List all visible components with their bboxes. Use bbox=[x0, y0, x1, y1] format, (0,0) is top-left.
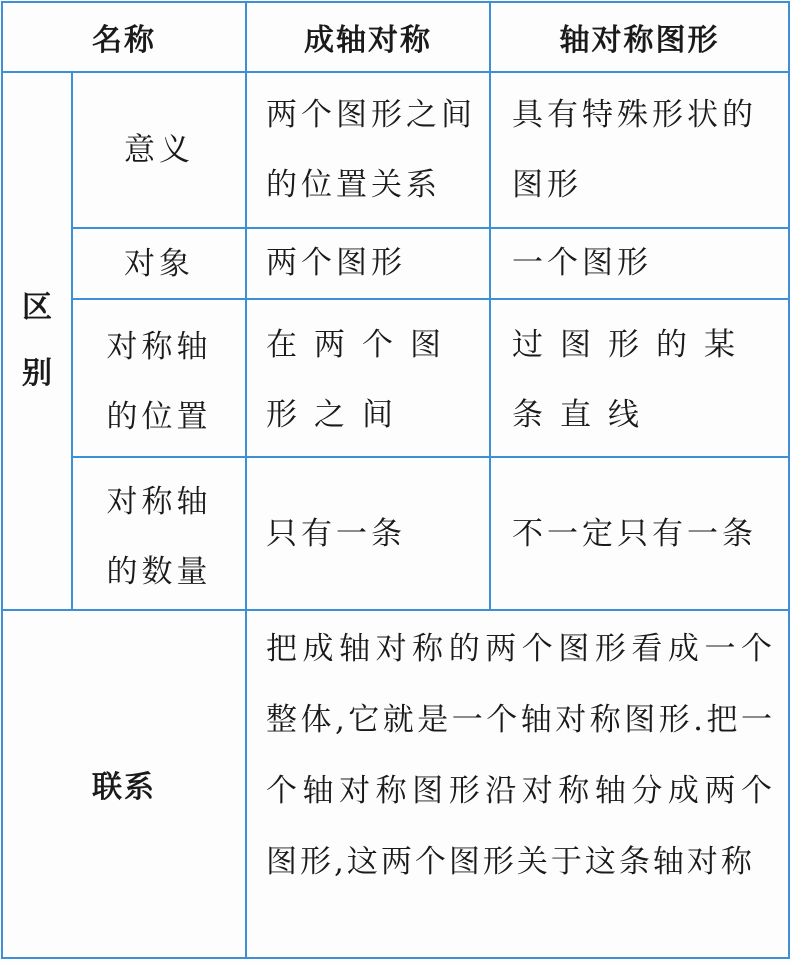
row-axis-count-label-cell bbox=[72, 457, 246, 610]
header-axially-symmetric-figure: 轴对称图形 bbox=[559, 23, 720, 58]
row-axis-position-axial: 在两个图形之间 bbox=[266, 327, 458, 433]
row-axis-position-symmetric: 过图形的某条直线 bbox=[512, 327, 752, 433]
row-object-symmetric-cell bbox=[490, 228, 789, 299]
connection-label-cell bbox=[2, 610, 246, 958]
row-object-label: 对象 bbox=[124, 245, 194, 282]
connection-label: 联系 bbox=[92, 770, 156, 805]
row-axis-count-symmetric-cell bbox=[490, 457, 789, 610]
differences-group-cell bbox=[2, 72, 72, 610]
row-axis-count-symmetric: 不一定只有一条 bbox=[512, 515, 757, 552]
row-object-symmetric: 一个图形 bbox=[512, 245, 652, 281]
row-axis-count-axial-cell bbox=[246, 457, 490, 610]
header-symmetric-cell bbox=[490, 2, 789, 72]
row-meaning-symmetric-cell bbox=[490, 80, 789, 228]
differences-group-label: 区别 bbox=[22, 290, 52, 391]
header-name-cell bbox=[2, 2, 246, 72]
row-axis-position-label: 对称轴的位置 bbox=[106, 329, 212, 435]
row-meaning-label: 意义 bbox=[124, 132, 194, 168]
row-meaning-symmetric: 具有特殊形状的图形 bbox=[512, 97, 757, 203]
row-meaning-axial: 两个图形之间的位置关系 bbox=[266, 97, 476, 203]
connection-text: 把成轴对称的两个图形看成一个整体,它就是一个轴对称图形.把一个轴对称图形沿对称轴分成两个图形,这两个图形关于这条轴对称 bbox=[266, 631, 775, 880]
connection-text-cell bbox=[246, 610, 789, 958]
row-object-axial-cell bbox=[246, 228, 490, 299]
row-meaning-label-cell bbox=[72, 72, 246, 228]
row-axis-count-axial: 只有一条 bbox=[266, 515, 406, 552]
row-object-axial: 两个图形 bbox=[266, 245, 406, 281]
row-axis-position-label-cell bbox=[72, 299, 246, 457]
row-axis-position-axial-cell bbox=[246, 310, 490, 457]
row-axis-position-symmetric-cell bbox=[490, 310, 789, 457]
header-axial-cell bbox=[246, 2, 490, 72]
header-name: 名称 bbox=[92, 23, 156, 58]
row-object-label-cell bbox=[72, 228, 246, 299]
row-meaning-axial-cell bbox=[246, 80, 490, 228]
header-axial-symmetry: 成轴对称 bbox=[304, 23, 432, 58]
row-axis-count-label: 对称轴的数量 bbox=[106, 483, 212, 590]
